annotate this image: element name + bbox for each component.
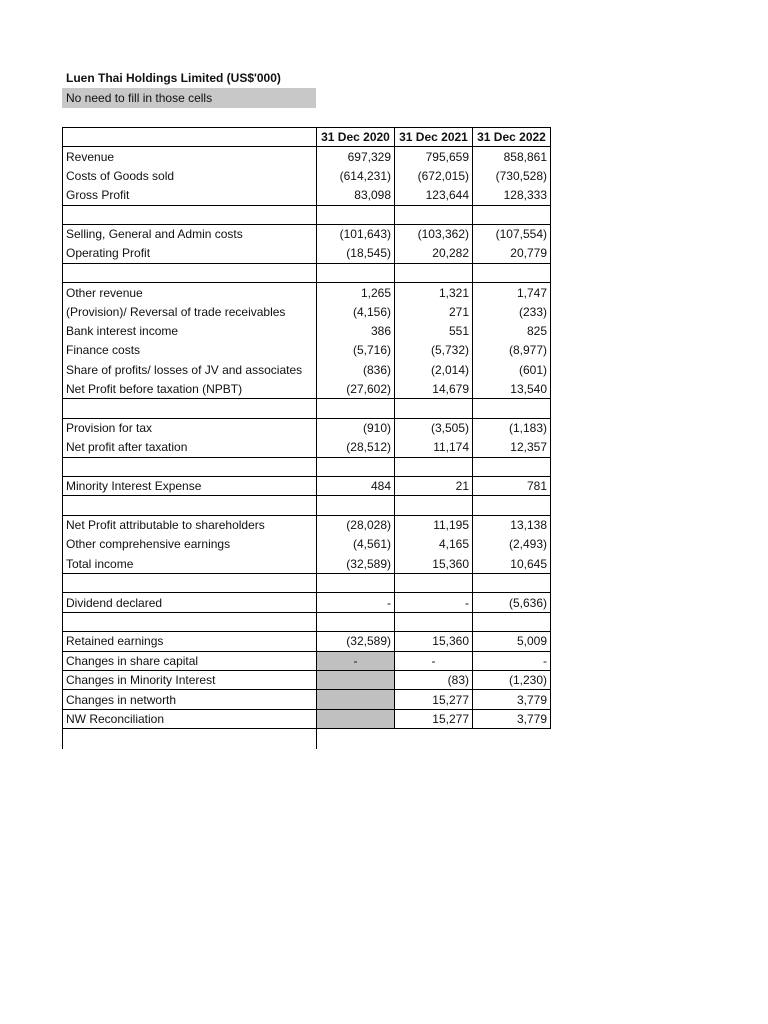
table-row bbox=[63, 535, 551, 554]
value-2020: (4,561) bbox=[317, 535, 395, 554]
table-row bbox=[63, 186, 551, 205]
value-2022: - bbox=[473, 651, 551, 670]
table-row bbox=[63, 166, 551, 185]
table-row bbox=[63, 244, 551, 263]
value-2021: 15,360 bbox=[395, 554, 473, 573]
table-row bbox=[63, 554, 551, 573]
header-2021: 31 Dec 2021 bbox=[395, 128, 473, 147]
value-2021: 20,282 bbox=[395, 244, 473, 263]
value-2021: 11,195 bbox=[395, 515, 473, 534]
value-2020: - bbox=[317, 593, 395, 612]
value-2020: (836) bbox=[317, 360, 395, 379]
row-label: Share of profits/ losses of JV and associates bbox=[63, 360, 317, 379]
value-2021: 15,277 bbox=[395, 690, 473, 709]
value-2020: (32,589) bbox=[317, 632, 395, 651]
row-label: Minority Interest Expense bbox=[63, 477, 317, 496]
value-2020: (5,716) bbox=[317, 341, 395, 360]
header-row bbox=[63, 128, 551, 147]
value-2020-shaded bbox=[317, 690, 395, 709]
value-2021: 271 bbox=[395, 302, 473, 321]
spacer-row bbox=[63, 573, 551, 592]
value-2021: 15,360 bbox=[395, 632, 473, 651]
value-2022: 5,009 bbox=[473, 632, 551, 651]
value-2022: 13,138 bbox=[473, 515, 551, 534]
header-2022: 31 Dec 2022 bbox=[473, 128, 551, 147]
value-2020: (910) bbox=[317, 418, 395, 437]
value-2021: (103,362) bbox=[395, 224, 473, 243]
spacer-row bbox=[63, 457, 551, 476]
table-row bbox=[63, 515, 551, 534]
table-row bbox=[63, 709, 551, 728]
value-2021: 21 bbox=[395, 477, 473, 496]
value-2020-shaded bbox=[317, 670, 395, 689]
value-2021: (2,014) bbox=[395, 360, 473, 379]
value-2021: (5,732) bbox=[395, 341, 473, 360]
row-label: Changes in networth bbox=[63, 690, 317, 709]
row-label: Other revenue bbox=[63, 283, 317, 302]
header-blank-cell bbox=[63, 128, 317, 147]
row-label: Other comprehensive earnings bbox=[63, 535, 317, 554]
table-row bbox=[63, 651, 551, 670]
value-2022: (233) bbox=[473, 302, 551, 321]
value-2020: 697,329 bbox=[317, 147, 395, 166]
row-label: Net profit after taxation bbox=[63, 438, 317, 457]
value-2021: 4,165 bbox=[395, 535, 473, 554]
value-2022: 3,779 bbox=[473, 690, 551, 709]
table-row bbox=[63, 438, 551, 457]
value-2021: 551 bbox=[395, 321, 473, 340]
table-row bbox=[63, 632, 551, 651]
value-2020: (18,545) bbox=[317, 244, 395, 263]
value-2021: - bbox=[395, 651, 473, 670]
value-2021: 795,659 bbox=[395, 147, 473, 166]
table-row bbox=[63, 147, 551, 166]
value-2022: 3,779 bbox=[473, 709, 551, 728]
spacer-row bbox=[63, 205, 551, 224]
row-label: Net Profit before taxation (NPBT) bbox=[63, 380, 317, 399]
table-row bbox=[63, 690, 551, 709]
value-2022: 10,645 bbox=[473, 554, 551, 573]
spacer-row bbox=[63, 263, 551, 282]
row-label: Changes in Minority Interest bbox=[63, 670, 317, 689]
table-row bbox=[63, 380, 551, 399]
value-2020: 83,098 bbox=[317, 186, 395, 205]
value-2022: (8,977) bbox=[473, 341, 551, 360]
value-2022: 781 bbox=[473, 477, 551, 496]
row-label: (Provision)/ Reversal of trade receivables bbox=[63, 302, 317, 321]
value-2020: (32,589) bbox=[317, 554, 395, 573]
value-2021: 1,321 bbox=[395, 283, 473, 302]
value-2022: 858,861 bbox=[473, 147, 551, 166]
sheet-title: Luen Thai Holdings Limited (US$'000) bbox=[66, 71, 281, 85]
value-2022: (2,493) bbox=[473, 535, 551, 554]
value-2020-shaded: - bbox=[317, 651, 395, 670]
value-2020: (28,512) bbox=[317, 438, 395, 457]
value-2022: (601) bbox=[473, 360, 551, 379]
row-label: Bank interest income bbox=[63, 321, 317, 340]
row-label: Retained earnings bbox=[63, 632, 317, 651]
value-2020: 1,265 bbox=[317, 283, 395, 302]
table-row bbox=[63, 341, 551, 360]
value-2021: (672,015) bbox=[395, 166, 473, 185]
value-2021: 11,174 bbox=[395, 438, 473, 457]
table-row bbox=[63, 418, 551, 437]
table-row bbox=[63, 302, 551, 321]
header-2020: 31 Dec 2020 bbox=[317, 128, 395, 147]
value-2022: 128,333 bbox=[473, 186, 551, 205]
value-2021: (83) bbox=[395, 670, 473, 689]
value-2022: 12,357 bbox=[473, 438, 551, 457]
value-2020: 386 bbox=[317, 321, 395, 340]
financial-table bbox=[62, 127, 551, 729]
row-label: Operating Profit bbox=[63, 244, 317, 263]
row-label: Costs of Goods sold bbox=[63, 166, 317, 185]
table-row bbox=[63, 321, 551, 340]
value-2021: 14,679 bbox=[395, 380, 473, 399]
value-2022: 1,747 bbox=[473, 283, 551, 302]
spacer-row bbox=[63, 496, 551, 515]
row-label: Total income bbox=[63, 554, 317, 573]
row-label: NW Reconciliation bbox=[63, 709, 317, 728]
spacer-row bbox=[63, 399, 551, 418]
value-2022: (1,230) bbox=[473, 670, 551, 689]
value-2020: (101,643) bbox=[317, 224, 395, 243]
row-label: Gross Profit bbox=[63, 186, 317, 205]
value-2021: - bbox=[395, 593, 473, 612]
value-2020: (4,156) bbox=[317, 302, 395, 321]
table-row bbox=[63, 477, 551, 496]
value-2020: (28,028) bbox=[317, 515, 395, 534]
row-label: Changes in share capital bbox=[63, 651, 317, 670]
value-2022: (730,528) bbox=[473, 166, 551, 185]
value-2022: (107,554) bbox=[473, 224, 551, 243]
value-2022: 20,779 bbox=[473, 244, 551, 263]
value-2022: (1,183) bbox=[473, 418, 551, 437]
table-row bbox=[63, 283, 551, 302]
value-2021: (3,505) bbox=[395, 418, 473, 437]
value-2022: (5,636) bbox=[473, 593, 551, 612]
table-row bbox=[63, 593, 551, 612]
value-2020: (614,231) bbox=[317, 166, 395, 185]
table-row bbox=[63, 224, 551, 243]
value-2020: (27,602) bbox=[317, 380, 395, 399]
spacer-row bbox=[63, 612, 551, 631]
value-2021: 123,644 bbox=[395, 186, 473, 205]
value-2022: 13,540 bbox=[473, 380, 551, 399]
row-label: Net Profit attributable to shareholders bbox=[63, 515, 317, 534]
row-label: Provision for tax bbox=[63, 418, 317, 437]
value-2020-shaded bbox=[317, 709, 395, 728]
value-2020: 484 bbox=[317, 477, 395, 496]
row-label: Revenue bbox=[63, 147, 317, 166]
table-row bbox=[63, 360, 551, 379]
row-label: Selling, General and Admin costs bbox=[63, 224, 317, 243]
note-shaded-cell: No need to fill in those cells bbox=[62, 88, 316, 108]
table-tail-border bbox=[62, 729, 317, 749]
row-label: Dividend declared bbox=[63, 593, 317, 612]
table-row bbox=[63, 670, 551, 689]
row-label: Finance costs bbox=[63, 341, 317, 360]
value-2021: 15,277 bbox=[395, 709, 473, 728]
value-2022: 825 bbox=[473, 321, 551, 340]
